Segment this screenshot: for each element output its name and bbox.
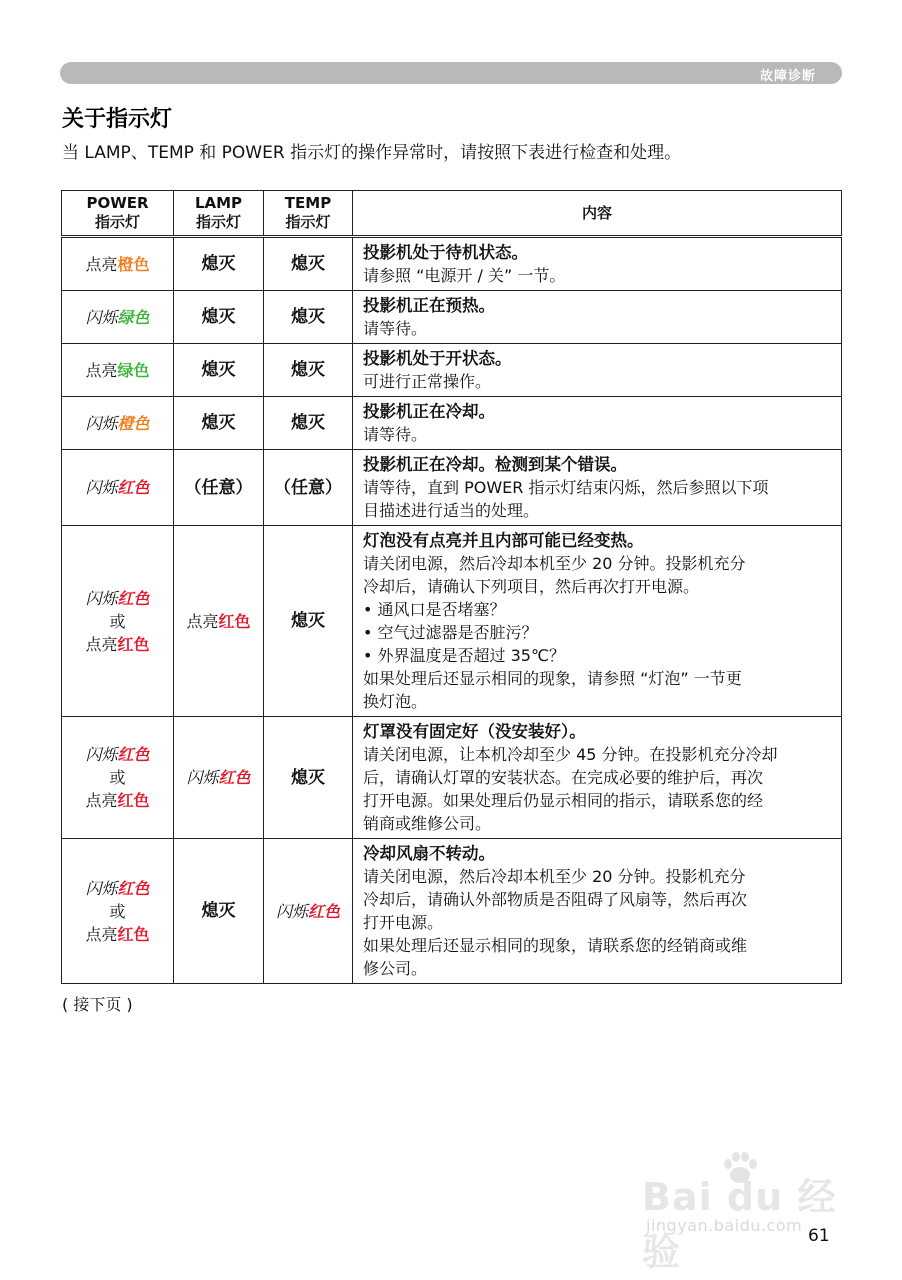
lamp-indicator-cell [174, 237, 264, 291]
lamp-indicator-cell [174, 344, 264, 397]
indicator-action: 闪烁 [85, 478, 118, 497]
indicator-table [61, 190, 842, 984]
indicator-action: 点亮 [85, 254, 118, 274]
content-heading: 投影机处于待机状态。 [363, 243, 528, 262]
table-row [62, 839, 842, 984]
indicator-action: 闪烁 [186, 768, 219, 787]
content-line: 请等待。 [363, 319, 428, 338]
content-line: 如果处理后还显示相同的现象，请参照 “灯泡” 一节更 [363, 669, 742, 688]
indicator-action: 点亮 [85, 924, 118, 944]
header-power [62, 191, 174, 237]
indicator-action: 点亮 [85, 360, 118, 380]
indicator-action: 点亮 [186, 611, 219, 631]
indicator-state [85, 308, 149, 327]
indicator-state [85, 414, 149, 433]
content-heading: 灯罩没有固定好（没安装好）。 [363, 722, 586, 741]
table-header-row [62, 191, 842, 237]
temp-indicator-cell [264, 397, 353, 450]
temp-indicator-cell [264, 450, 353, 526]
indicator-color: 红色 [308, 901, 341, 921]
indicator-state [186, 612, 250, 631]
content-line: 销商或维修公司。 [363, 814, 492, 833]
indicator-off: 熄灭 [201, 307, 236, 327]
content-cell [353, 717, 842, 839]
content-line: 请关闭电源，让本机冷却至少 45 分钟。在投影机充分冷却 [363, 745, 778, 764]
content-line: 冷却后，请确认下列项目，然后再次打开电源。 [363, 577, 700, 596]
header-power-line2: 指示灯 [94, 213, 140, 231]
lamp-indicator-cell [174, 839, 264, 984]
header-temp-line2: 指示灯 [285, 213, 331, 231]
content-line: 请等待，直到 POWER 指示灯结束闪烁，然后参照以下项 [363, 478, 769, 497]
indicator-color: 橙色 [117, 413, 150, 433]
watermark-logo: Bai du 经验 [642, 1175, 837, 1274]
temp-indicator-cell [264, 526, 353, 717]
table-row [62, 717, 842, 839]
indicator-action: 闪烁 [85, 588, 118, 608]
indicator-action: 闪烁 [275, 901, 308, 921]
indicator-off: 熄灭 [291, 307, 325, 327]
indicator-action: 闪烁 [85, 745, 118, 764]
table-body [62, 237, 842, 984]
lamp-indicator-cell [174, 526, 264, 717]
power-indicator-cell [62, 237, 174, 291]
or-label: 或 [109, 768, 126, 787]
indicator-color: 红色 [117, 924, 150, 944]
table-row [62, 344, 842, 397]
temp-indicator-cell [264, 344, 353, 397]
table-row [62, 291, 842, 344]
indicator-action: 点亮 [85, 791, 118, 810]
indicator-color: 红色 [117, 588, 150, 608]
or-label: 或 [109, 611, 126, 631]
content-line: 请等待。 [363, 425, 428, 444]
indicator-off: 熄灭 [201, 413, 236, 433]
content-line: • 通风口是否堵塞？ [363, 600, 506, 619]
indicator-state [85, 791, 149, 810]
power-indicator-cell [62, 291, 174, 344]
continued-note: ( 接下页 ) [62, 995, 133, 1014]
header-lamp-line2: 指示灯 [195, 213, 241, 231]
power-indicator-cell [62, 344, 174, 397]
indicator-color: 绿色 [117, 307, 150, 327]
content-cell [353, 291, 842, 344]
content-cell [353, 397, 842, 450]
lamp-indicator-cell [174, 291, 264, 344]
indicator-action: 闪烁 [85, 878, 118, 898]
header-temp-line1: TEMP [284, 194, 332, 212]
indicator-state [276, 902, 340, 921]
content-line: 冷却后，请确认外部物质是否阻碍了风扇等，然后再次 [363, 890, 748, 909]
content-heading: 投影机正在冷却。 [363, 402, 495, 421]
content-cell [353, 237, 842, 291]
content-line: 目描述进行适当的处理。 [363, 501, 540, 520]
content-line: 可进行正常操作。 [363, 372, 492, 391]
indicator-off: 熄灭 [291, 360, 325, 380]
indicator-color: 橙色 [117, 254, 150, 274]
header-power-line1: POWER [86, 194, 149, 212]
temp-indicator-cell [264, 291, 353, 344]
indicator-state [85, 635, 149, 654]
indicator-color: 红色 [117, 478, 150, 497]
content-line: 打开电源。如果处理后仍显示相同的指示，请联系您的经 [363, 791, 764, 810]
section-label: 故障诊断 [759, 69, 816, 84]
indicator-state [85, 879, 149, 898]
header-content: 内容 [353, 191, 842, 237]
indicator-action: 点亮 [85, 634, 118, 654]
indicator-state [186, 768, 250, 787]
watermark-url: jingyan.baidu.com [646, 1216, 803, 1235]
content-line: • 外界温度是否超过 35℃？ [363, 646, 565, 665]
content-line: 换灯泡。 [363, 692, 428, 711]
content-line: 如果处理后还显示相同的现象，请联系您的经销商或维 [363, 936, 748, 955]
indicator-action: 闪烁 [85, 307, 118, 327]
indicator-state [85, 589, 149, 608]
table-row [62, 397, 842, 450]
header-temp [264, 191, 353, 237]
indicator-state [85, 925, 149, 944]
content-line: • 空气过滤器是否脏污？ [363, 623, 538, 642]
indicator-off: 熄灭 [291, 254, 325, 274]
content-heading: 灯泡没有点亮并且内部可能已经变热。 [363, 531, 644, 550]
indicator-off: 熄灭 [291, 611, 325, 631]
header-lamp-line1: LAMP [194, 194, 243, 212]
indicator-any: （任意） [184, 477, 253, 498]
indicator-off: 熄灭 [291, 767, 325, 788]
power-indicator-cell [62, 839, 174, 984]
temp-indicator-cell [264, 717, 353, 839]
indicator-off: 熄灭 [291, 413, 325, 433]
content-heading: 投影机正在冷却。检测到某个错误。 [363, 455, 627, 474]
lamp-indicator-cell [174, 450, 264, 526]
indicator-state [85, 361, 149, 380]
or-label: 或 [109, 901, 126, 921]
content-line: 打开电源。 [363, 913, 444, 932]
indicator-color: 红色 [117, 634, 150, 654]
lamp-indicator-cell [174, 717, 264, 839]
indicator-color: 红色 [117, 791, 150, 810]
content-cell [353, 344, 842, 397]
lamp-indicator-cell [174, 397, 264, 450]
content-line: 后，请确认灯罩的安装状态。在完成必要的维护后，再次 [363, 768, 764, 787]
power-indicator-cell [62, 717, 174, 839]
content-heading: 投影机正在预热。 [363, 296, 495, 315]
indicator-action: 闪烁 [85, 413, 118, 433]
content-line: 修公司。 [363, 959, 428, 978]
indicator-off: 熄灭 [201, 901, 236, 921]
content-cell [353, 526, 842, 717]
header-lamp [174, 191, 264, 237]
temp-indicator-cell [264, 237, 353, 291]
power-indicator-cell [62, 397, 174, 450]
indicator-color: 红色 [117, 878, 150, 898]
power-indicator-cell [62, 526, 174, 717]
content-line: 请关闭电源，然后冷却本机至少 20 分钟。投影机充分 [363, 554, 746, 573]
page-title: 关于指示灯 [62, 107, 173, 132]
indicator-color: 绿色 [117, 360, 150, 380]
indicator-off: 熄灭 [201, 360, 236, 380]
indicator-state [85, 745, 149, 764]
content-line: 请关闭电源，然后冷却本机至少 20 分钟。投影机充分 [363, 867, 746, 886]
table-row [62, 450, 842, 526]
section-header-bar [60, 62, 842, 84]
indicator-color: 红色 [117, 745, 150, 764]
content-cell [353, 839, 842, 984]
table-row [62, 237, 842, 291]
temp-indicator-cell [264, 839, 353, 984]
content-heading: 投影机处于开状态。 [363, 349, 512, 368]
content-line: 请参照 “电源开 / 关” 一节。 [363, 266, 566, 285]
table-row [62, 526, 842, 717]
indicator-any: （任意） [274, 477, 342, 498]
indicator-color: 红色 [218, 611, 251, 631]
content-heading: 冷却风扇不转动。 [363, 844, 495, 863]
indicator-state [85, 478, 149, 497]
page-number: 61 [808, 1226, 830, 1246]
intro-text: 当 LAMP、TEMP 和 POWER 指示灯的操作异常时，请按照下表进行检查和处理。 [62, 143, 682, 163]
content-cell [353, 450, 842, 526]
indicator-off: 熄灭 [201, 254, 236, 274]
indicator-state [85, 255, 149, 274]
indicator-color: 红色 [218, 768, 251, 787]
power-indicator-cell [62, 450, 174, 526]
